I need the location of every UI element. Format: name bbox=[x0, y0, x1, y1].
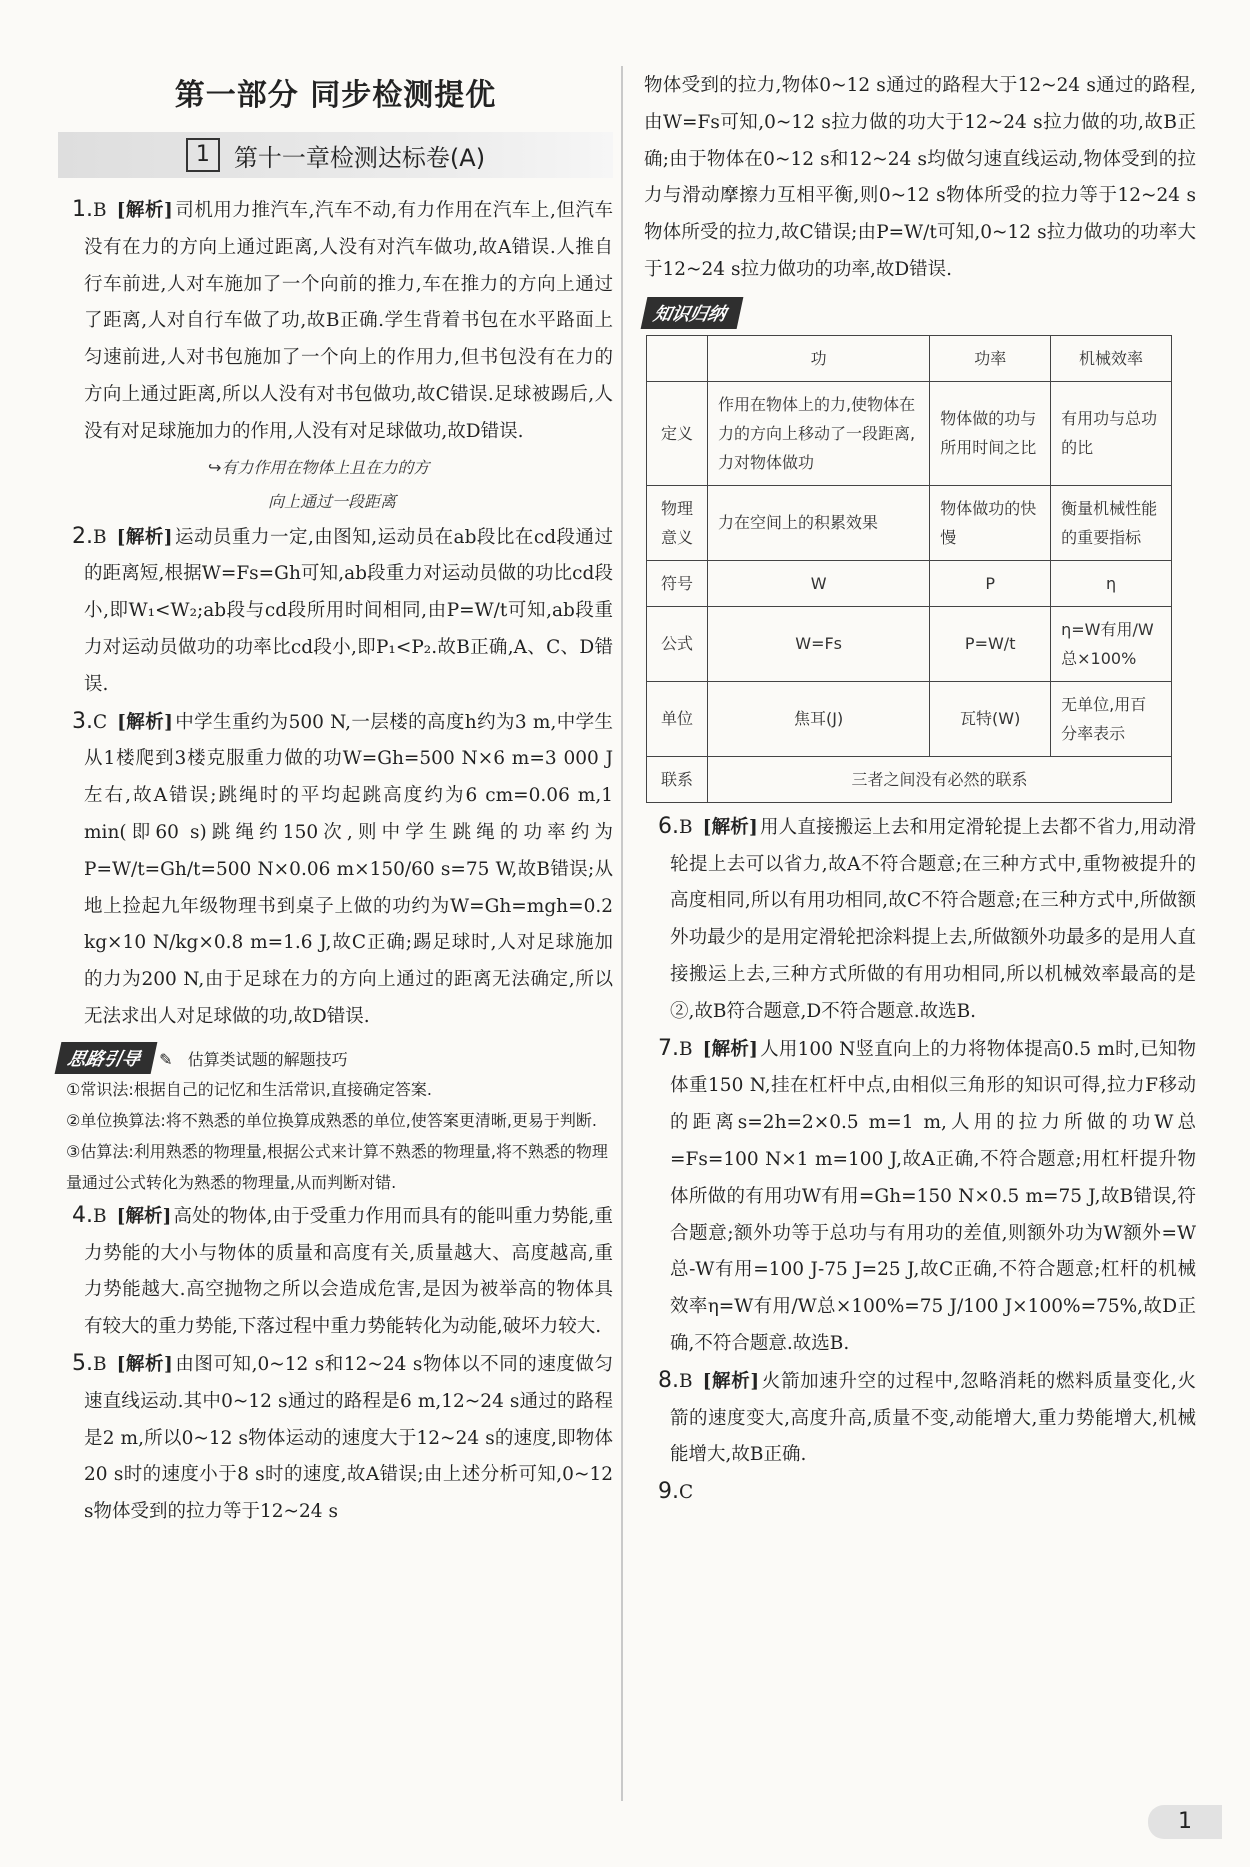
left-column bbox=[58, 70, 613, 1531]
chapter-number: 1 bbox=[186, 138, 220, 172]
answer-item-8: 8.B [解析] 火箭加速升空的过程中,忽略消耗的燃料质量变化,火箭的速度变大,高度升高,质量不变,动能增大,重力势能增大,机械能增大,故B正确. bbox=[658, 1367, 1197, 1466]
answer-item-1: 1.B [解析] 司机用力推汽车,汽车不动,有力作用在汽车上,但汽车没有在力的方向上通过距离,人没有对汽车做功,故A错误.人推自行车前进,人对车施加了一个向前的推力,车在推力的方向上通过了距离,人对自行车做了功,故B正确.学生背着书包在水平路面上匀速前进,人对书包施加了一个向上的作用力,但书包没有在力的方向上通过距离,所以人没有对书包做功,故C错误.足球被踢后,人没有对足球施加力的作用,人没有对足球做功,故D错误. bbox=[72, 197, 613, 442]
table-row: 符号 W P η bbox=[647, 560, 1172, 606]
chapter-title: 第十一章检测达标卷(A) bbox=[233, 143, 486, 172]
tip-line: ①常识法:根据自己的记忆和生活常识,直接确定答案. bbox=[66, 1079, 432, 1099]
knowledge-table bbox=[646, 335, 1172, 803]
page-number: 1 bbox=[1148, 1805, 1222, 1839]
tip-line: ③估算法:利用熟悉的物理量,根据公式来计算不熟悉的物理量,将不熟悉的物理量通过公式转化为熟悉的物理量,从而判断对错. bbox=[66, 1141, 608, 1192]
tip-box bbox=[58, 1042, 613, 1198]
page-title: 第一部分 同步检测提优 bbox=[174, 78, 497, 113]
pencil-icon: ✎ bbox=[159, 1049, 173, 1069]
answer-item-4: 4.B [解析] 高处的物体,由于受重力作用而具有的能叫重力势能,重力势能的大小与物体的质量和高度有关,质量越大、高度越高,重力势能越大.高空抛物之所以会造成危害,是因为被举高的物体具有较大的重力势能,下落过程中重力势能转化为动能,破坏力较大. bbox=[72, 1202, 613, 1338]
tip-title: 估算类试题的解题技巧 bbox=[187, 1049, 348, 1069]
handwritten-note: ↪有力作用在物体上且在力的方 向上通过一段距离 bbox=[208, 457, 430, 511]
answer-item-3: 3.C [解析] 中学生重约为500 N,一层楼的高度h约为3 m,中学生从1楼爬到3楼克服重力做的功W=Gh=500 N×6 m=3 000 J左右,故A错误;跳绳时的平均起跳高度约为6 cm=0.06 m,1 min(即60 s)跳绳约150次,则中学生跳绳的功率约为P=W/t=Gh/t=500 N×0.06 m×150/60 s=75 W,故B错误;从地上捡起九年级物理书到桌子上做的功约为W=Gh=mgh=0.2 kg×10 N/kg×0.8 m=1.6 J,故C正确;踢足球时,人对足球施加的力为200 N,由于足球在力的方向上通过的距离无法确定,所以无法求出人对足球做的功,故D错误. bbox=[72, 708, 613, 1027]
table-row: 联系 三者之间没有必然的联系 bbox=[647, 756, 1172, 802]
knowledge-badge: 知识归纳 bbox=[641, 297, 744, 329]
column-divider bbox=[621, 66, 623, 1801]
chapter-header bbox=[58, 132, 613, 178]
table-row: 物理意义 力在空间上的积累效果 物体做功的快慢 衡量机械性能的重要指标 bbox=[647, 485, 1172, 560]
answer-item-6: 6.B [解析] 用人直接搬运上去和用定滑轮提上去都不省力,用动滑轮提上去可以省力,故A不符合题意;在三种方式中,重物被提升的高度相同,所以有用功相同,故C不符合题意;在三种方式中,所做额外功最少的是用定滑轮把涂料提上去,所做额外功最多的是用人直接搬运上去,三种方式所做的有用功相同,所以机械效率最高的是②,故B符合题意,D不符合题意.故选B. bbox=[658, 813, 1196, 1022]
answer-item-7: 7.B [解析] 人用100 N竖直向上的力将物体提高0.5 m时,已知物体重150 N,挂在杠杆中点,由相似三角形的知识可得,拉力F移动的距离s=2h=2×0.5 m=1 m,人用的拉力所做的功W总=Fs=100 N×1 m=100 J,故A正确,不符合题意;用杠杆提升物体所做的有用功W有用=Gh=150 N×0.5 m=75 J,故B错误,符合题意;额外功等于总功与有用功的差值,则额外功为W额外=W总-W有用=100 J-75 J=25 J,故C正确,不符合题意;杠杆的机械效率η=W有用/W总×100%=75 J/100 J×100%=75%,故D正确,不符合题意.故选B. bbox=[658, 1035, 1196, 1354]
answer-item-9: 9.C bbox=[658, 1479, 694, 1505]
table-row: 公式 W=Fs P=W/t η=W有用/W总×100% bbox=[647, 606, 1172, 681]
tip-badge: 思路引导 bbox=[55, 1042, 158, 1074]
right-column bbox=[644, 68, 1196, 1512]
answer-item-2: 2.B [解析] 运动员重力一定,由图知,运动员在ab段比在cd段通过的距离短,根据W=Fs=Gh可知,ab段重力对运动员做的功比cd段小,即W₁<W₂;ab段与cd段所用时间相同,由P=W/t可知,ab段重力对运动员做功的功率比cd段小,即P₁<P₂.故B正确,A、C、D错误. bbox=[72, 523, 614, 695]
tip-line: ②单位换算法:将不熟悉的单位换算成熟悉的单位,使答案更清晰,更易于判断. bbox=[66, 1110, 597, 1130]
table-row: 单位 焦耳(J) 瓦特(W) 无单位,用百分率表示 bbox=[647, 681, 1172, 756]
table-header-row: 功 功率 机械效率 bbox=[647, 335, 1172, 381]
answer-item-5: 5.B [解析] 由图可知,0~12 s和12~24 s物体以不同的速度做匀速直线运动.其中0~12 s通过的路程是6 m,12~24 s通过的路程是2 m,所以0~12 s物体运动的速度大于12~24 s的速度,即物体20 s时的速度小于8 s时的速度,故A错误;由上述分析可知,0~12 s物体受到的拉力等于12~24 s bbox=[72, 1350, 613, 1523]
knowledge-summary bbox=[644, 297, 1196, 803]
table-row: 定义 作用在物体上的力,使物体在力的方向上移动了一段距离,力对物体做功 物体做的功与所用时间之比 有用功与总功的比 bbox=[647, 381, 1172, 485]
answer-item-5-continued: 物体受到的拉力,物体0~12 s通过的路程大于12~24 s通过的路程,由W=Fs可知,0~12 s拉力做的功大于12~24 s拉力做的功,故B正确;由于物体在0~12 s和12~24 s均做匀速直线运动,物体受到的拉力与滑动摩擦力互相平衡,则0~12 s物体所受的拉力等于12~24 s物体所受的拉力,故C错误;由P=W/t可知,0~12 s拉力做功的功率大于12~24 s拉力做功的功率,故D错误. bbox=[644, 75, 1196, 280]
note-arrow-icon: ↪ bbox=[208, 457, 222, 477]
